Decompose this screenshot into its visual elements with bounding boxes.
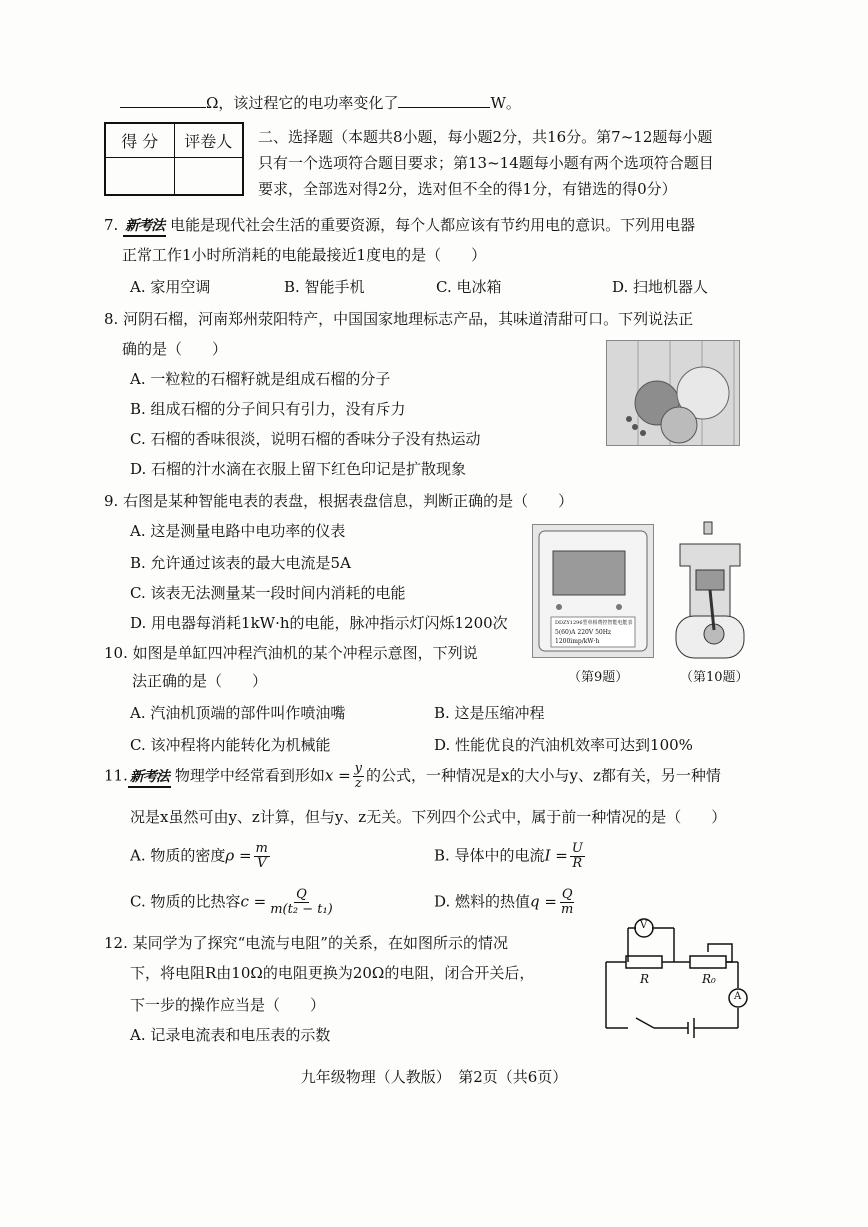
engine-diagram <box>670 520 750 660</box>
grader-header: 评卷人 <box>174 123 243 157</box>
q7-stem: 7. 新考法 电能是现代社会生活的重要资源，每个人都应该有节约用电的意识。下列用电器 <box>104 214 695 237</box>
q11-stem: 11. 新考法 物理学中经常看到形如x = $\frac{y}{z}$ 的公式，一种情况是x的大小与y、z都有关，另一种情 <box>104 761 721 791</box>
q9-option[interactable]: B. 允许通过该表的最大电流是5A <box>130 554 351 572</box>
q10-stem: 法正确的是（ ） <box>132 672 268 690</box>
q11-stem: 况是x虽然可由y、z计算，但与y、z无关。下列四个公式中，属于前一种情况的是（ ） <box>130 808 727 826</box>
section-instructions: 只有一个选项符合题目要求；第13~14题每小题有两个选项符合题目 <box>258 154 714 172</box>
q10-option[interactable]: C. 该冲程将内能转化为机械能 <box>130 736 331 754</box>
q8-option[interactable]: B. 组成石榴的分子间只有引力，没有斥力 <box>130 400 406 418</box>
q9-option[interactable]: A. 这是测量电路中电功率的仪表 <box>130 522 346 540</box>
q9-stem: 9. 右图是某种智能电表的表盘，根据表盘信息，判断正确的是（ ） <box>104 492 574 510</box>
resistor-label: R <box>640 972 650 986</box>
q10-stem: 10. 如图是单缸四冲程汽油机的某个冲程示意图，下列说 <box>104 644 478 662</box>
page-footer: 九年级物理（人教版） 第2页（共6页） <box>300 1068 568 1086</box>
circuit-diagram <box>598 914 758 1040</box>
q8-option[interactable]: A. 一粒粒的石榴籽就是组成石榴的分子 <box>130 370 391 388</box>
q8-option[interactable]: C. 石榴的香味很淡，说明石榴的香味分子没有热运动 <box>130 430 481 448</box>
smart-meter-image <box>532 524 654 658</box>
pomegranate-illustration <box>607 341 739 445</box>
q11-option[interactable]: D. 燃料的热值q = $\frac{Q}{m}$ <box>434 887 574 917</box>
answer-blank[interactable] <box>120 93 206 108</box>
circuit-illustration <box>598 914 758 1040</box>
q12-stem: 下，将电阻R由10Ω的电阻更换为20Ω的电阻，闭合开关后， <box>130 964 535 982</box>
top-line-unit: W。 <box>490 94 521 112</box>
score-table <box>104 122 244 196</box>
top-answer-line <box>120 92 521 113</box>
q9-option[interactable]: C. 该表无法测量某一段时间内消耗的电能 <box>130 584 406 602</box>
new-exam-tag: 新考法 <box>128 766 171 788</box>
new-exam-tag: 新考法 <box>123 215 166 237</box>
engine-illustration <box>670 520 750 660</box>
pomegranate-photo <box>606 340 740 446</box>
q7-stem: 正常工作1小时所消耗的电能最接近1度电的是（ ） <box>122 246 487 264</box>
meter-model-label: DDZY1296型单相费控智能电能表 <box>555 620 633 626</box>
q10-option[interactable]: D. 性能优良的汽油机效率可达到100% <box>434 736 693 754</box>
q7-option[interactable]: A. 家用空调 <box>130 278 211 296</box>
rheostat-label: R₀ <box>702 972 716 986</box>
q10-option[interactable]: A. 汽油机顶端的部件叫作喷油嘴 <box>130 704 346 722</box>
q11-option[interactable]: C. 物质的比热容c = $\frac{Q}{\text{m(t₂ − t₁)}}$ <box>130 887 333 917</box>
score-cell[interactable] <box>105 157 174 195</box>
q8-stem: 确的是（ ） <box>122 340 228 358</box>
score-header: 得 分 <box>105 123 174 157</box>
section-instructions: 要求，全部选对得2分，选对但不全的得1分，有错选的得0分） <box>258 180 677 198</box>
q12-stem: 下一步的操作应当是（ ） <box>130 996 326 1014</box>
q12-option[interactable]: A. 记录电流表和电压表的示数 <box>130 1026 331 1044</box>
answer-blank[interactable] <box>398 93 490 108</box>
q11-option[interactable]: B. 导体中的电流I = $\frac{U}{R}$ <box>434 841 583 871</box>
ammeter-icon: A <box>734 991 742 1002</box>
voltmeter-icon: V <box>640 920 648 931</box>
fig10-caption: （第10题） <box>680 670 749 685</box>
section-title: 二、选择题（本题共8小题，每小题2分，共16分。第7~12题每小题 <box>258 128 713 146</box>
meter-constant-label: 1200imp/kW·h <box>555 638 600 645</box>
top-line-text: Ω，该过程它的电功率变化了 <box>206 94 399 112</box>
q7-option[interactable]: D. 扫地机器人 <box>612 278 709 296</box>
grader-cell[interactable] <box>174 157 243 195</box>
meter-rating-label: 5(60)A 220V 50Hz <box>555 629 612 636</box>
q7-option[interactable]: B. 智能手机 <box>284 278 365 296</box>
fig9-caption: （第9题） <box>568 670 629 685</box>
q9-option[interactable]: D. 用电器每消耗1kW·h的电能，脉冲指示灯闪烁1200次 <box>130 614 508 632</box>
q8-stem: 8. 河阴石榴，河南郑州荥阳特产，中国国家地理标志产品，其味道清甜可口。下列说法正 <box>104 310 694 328</box>
q8-option[interactable]: D. 石榴的汁水滴在衣服上留下红色印记是扩散现象 <box>130 460 467 478</box>
formula-fraction: $\frac{y}{z}$ <box>354 761 363 791</box>
q7-option[interactable]: C. 电冰箱 <box>436 278 502 296</box>
q12-stem: 12. 某同学为了探究“电流与电阻”的关系，在如图所示的情况 <box>104 934 508 952</box>
q10-option[interactable]: B. 这是压缩冲程 <box>434 704 545 722</box>
q11-option[interactable]: A. 物质的密度ρ = $\frac{m}{V}$ <box>130 841 268 871</box>
